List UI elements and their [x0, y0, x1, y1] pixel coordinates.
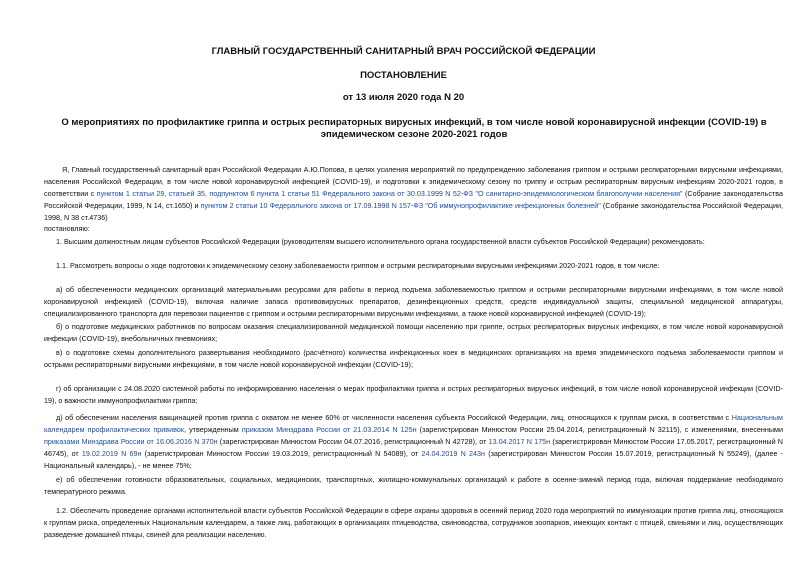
preamble-paragraph: [44, 164, 783, 224]
preamble-text-2: (Собрание законодательства Российской Федерации, 1999, N 14, ст.1650) и: [44, 189, 783, 210]
item-d-text-5: (зарегистрирован Минюстом России 17.05.2017, регистрационный N 46745), от: [44, 437, 783, 458]
order-243n-link[interactable]: 24.04.2019 N 243н: [421, 449, 485, 458]
item-d: [44, 412, 783, 472]
order-69n-link[interactable]: 19.02.2019 N 69н: [81, 449, 142, 458]
law-157-fz-link[interactable]: пунктом 2 статьи 10 Федерального закона от 17.09.1998 N 157-ФЗ "Об иммунопрофилактике инфекционных болезней": [200, 201, 601, 210]
law-52-fz-link[interactable]: пунктом 1 статьи 29, статьей 35, подпунктом 6 пункта 1 статьи 51 Федерального закона от 30.03.1999 N 52-ФЗ "О санитарно-эпидемиологическом благополучии населения": [96, 189, 683, 198]
document-title: О мероприятиях по профилактике гриппа и острых респираторных вирусных инфекций, в том числе новой коронавирусной инфекции (COVID-19) в эпидемическом сезоне 2020-2021 годов: [61, 117, 767, 140]
item-d-text-2: , утвержденным: [184, 425, 242, 434]
item-e: е) об обеспечении готовности образовательных, социальных, медицинских, транспортных, жилищно-коммунальных организаций к работе в осенне-зимний период года, включая поддержание необходимого температурного режима.: [44, 475, 783, 496]
item-d-text-3: (зарегистрирован Минюстом России 25.04.2014, регистрационный N 32115), с изменениями, внесенными: [416, 425, 783, 434]
order-370n-link[interactable]: приказами Минздрава России от 16.06.2016 N 370н: [44, 437, 218, 446]
national-calendar-link[interactable]: Национальным календарем профилактических прививок: [44, 413, 783, 434]
item-a: а) об обеспеченности медицинских организаций материальными ресурсами для работы в период подъема заболеваемостью гриппом и острыми респираторными вирусными инфекциями, в том числе новой коронавирусной инфекцией (COVID-19), включая наличие запаса противовирусных препаратов, дезинфекционных средств, средств индивидуальной защиты, специальной медицинской аппаратуры, специализированного транспорта для перевозки пациентов с гриппом и острыми респираторными вирусными инфекциями, а также новой коронавирусной инфекцией (COVID-19);: [44, 285, 783, 318]
document-type: ПОСТАНОВЛЕНИЕ: [360, 70, 447, 81]
preamble-text-3: (Собрание законодательства Российской Федерации, 1998, N 38 ст.4736): [44, 201, 783, 222]
issuing-authority: ГЛАВНЫЙ ГОСУДАРСТВЕННЫЙ САНИТАРНЫЙ ВРАЧ РОССИЙСКОЙ ФЕДЕРАЦИИ: [211, 46, 596, 57]
item-1-1: 1.1. Рассмотреть вопросы о ходе подготовки к эпидемическому сезону заболеваемости гриппом и острыми респираторными вирусными инфекциями 2020-2021 годов, в том числе:: [56, 261, 660, 270]
item-g: г) об организации с 24.08.2020 системной работы по информированию населения о мерах профилактики гриппа и острых респираторных вирусных инфекций, в том числе новой коронавирусной инфекции (COVID-19), о важности иммунопрофилактики гриппа;: [44, 384, 783, 405]
order-175n-link[interactable]: 13.04.2017 N 175н: [488, 437, 551, 446]
item-d-text-4: (зарегистрирован Минюстом России 04.07.2016, регистрационный N 42728), от: [217, 437, 489, 446]
item-1: 1. Высшим должностным лицам субъектов Российской Федерации (руководителям высшего исполнительного органа государственной власти субъектов Российской Федерации) рекомендовать:: [56, 237, 705, 246]
decree-word: постановляю:: [44, 224, 90, 233]
item-1-2: 1.2. Обеспечить проведение органами исполнительной власти субъектов Российской Федерации в сфере охраны здоровья в осенний период 2020 года мероприятий по иммунизации против гриппа лиц, относящихся к группам риска, определенных Национальным календарем, а также лиц, работающих в организациях птицеводства, свиноводства, сотрудников зоопарков, имеющих контакт с птицей, свиньями и лиц, осуществляющих разведение домашней птицы, свиней для реализации населению.: [44, 506, 783, 539]
item-d-text-6: (зарегистрирован Минюстом России 19.03.2019, регистрационный N 54089), от: [141, 449, 422, 458]
item-b: б) о подготовке медицинских работников по вопросам оказания специализированной медицинской помощи населению при гриппе, острых респираторных вирусных инфекциях, в том числе новой коронавирусной инфекции (COVID-19), внебольничных пневмониях;: [44, 322, 783, 343]
order-125n-link[interactable]: приказом Минздрава России от 21.03.2014 N 125н: [241, 425, 417, 434]
item-d-text-1: д) об обеспечении населения вакцинацией против гриппа с охватом не менее 60% от численности населения субъекта Российской Федерации, лиц, относящихся к группам риска, в соответствии с: [56, 413, 732, 422]
preamble-text-1: Я, Главный государственный санитарный врач Российской Федерации А.Ю.Попова, в целях усиления мероприятий по предупреждению заболевания гриппом и острыми респираторными вирусными инфекциями, населения Российской Федерации, в том числе новой коронавирусной инфекцией (COVID-19), и подготовки к эпидемическому сезону по гриппу и острым респираторным вирусным инфекциям 2020-2021 годов, в соответствии с: [44, 165, 783, 198]
item-d-text-7: (зарегистрирован Минюстом России 15.07.2019, регистрационный N 55249), (далее - Национальный календарь), - не менее 75%;: [44, 449, 783, 470]
document-date-number: от 13 июля 2020 года N 20: [342, 92, 465, 103]
item-v: в) о подготовке схемы дополнительного развертывания необходимого (расчётного) количества инфекционных коек в медицинских организациях на время эпидемического подъема заболеваемости гриппом и острыми респираторными вирусными инфекциями, в том числе новой коронавирусной инфекции (COVID-19);: [44, 348, 783, 369]
